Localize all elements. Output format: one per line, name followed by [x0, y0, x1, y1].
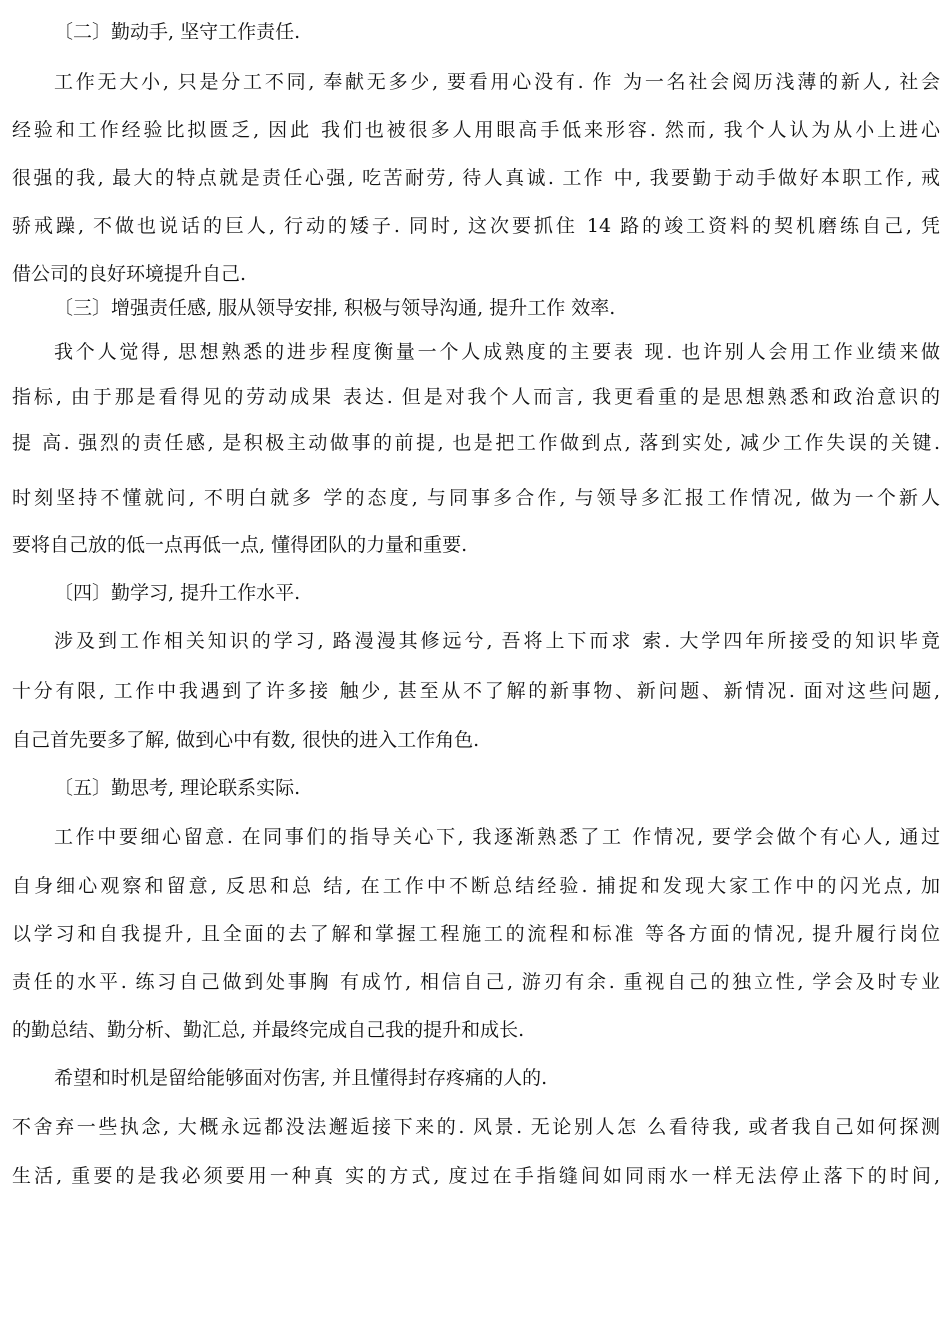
paragraph-line: 的勤总结、勤分析、勤汇总, 并最终完成自己我的提升和成长.	[12, 1019, 525, 1041]
paragraph-line: 很强的我, 最大的特点就是责任心强, 吃苦耐劳, 待人真诚. 工作 中, 我要勤于动手做好本职工作, 戒	[12, 167, 940, 189]
section-heading-4: 〔四〕勤学习, 提升工作水平.	[54, 582, 301, 604]
paragraph-line: 经验和工作经验比拟匮乏, 因此 我们也被很多人用眼高手低来形容. 然而, 我个人认为从小上进心	[12, 119, 940, 141]
paragraph-line: 提 高. 强烈的责任感, 是积极主动做事的前提, 也是把工作做到点, 落到实处, 减少工作失误的关键.	[12, 432, 940, 454]
paragraph-line: 工作中要细心留意. 在同事们的指导关心下, 我逐渐熟悉了工 作情况, 要学会做个有心人, 通过	[54, 826, 940, 848]
paragraph-line: 借公司的良好环境提升自己.	[12, 263, 247, 285]
paragraph-line: 不舍弃一些执念, 大概永远都没法邂逅接下来的. 风景. 无论别人怎 么看待我, 或者我自己如何探测	[12, 1116, 940, 1138]
section-heading-5: 〔五〕勤思考, 理论联系实际.	[54, 777, 301, 799]
paragraph-line: 十分有限, 工作中我遇到了许多接 触少, 甚至从不了解的新事物、新问题、新情况. 面对这些问题,	[12, 680, 940, 702]
paragraph-line: 时刻坚持不懂就问, 不明白就多 学的态度, 与同事多合作, 与领导多汇报工作情况, 做为一个新人	[12, 487, 940, 509]
section-heading-2: 〔二〕勤动手, 坚守工作责任.	[54, 21, 301, 43]
paragraph-line: 自身细心观察和留意, 反思和总 结, 在工作中不断总结经验. 捕捉和发现大家工作中的闪光点, 加	[12, 875, 940, 897]
paragraph-line: 要将自己放的低一点再低一点, 懂得团队的力量和重要.	[12, 534, 468, 556]
paragraph-line: 以学习和自我提升, 且全面的去了解和掌握工程施工的流程和标准 等各方面的情况, 提升履行岗位	[12, 923, 940, 945]
paragraph-line: 涉及到工作相关知识的学习, 路漫漫其修远兮, 吾将上下而求 索. 大学四年所接受的知识毕竟	[54, 630, 940, 652]
paragraph-line: 骄戒躁, 不做也说话的巨人, 行动的矮子. 同时, 这次要抓住 14 路的竣工资料的契机磨练自己, 凭	[12, 215, 940, 237]
paragraph-line: 指标, 由于那是看得见的劳动成果 表达. 但是对我个人而言, 我更看重的是思想熟悉和政治意识的	[12, 386, 940, 408]
paragraph-line: 我个人觉得, 思想熟悉的进步程度衡量一个人成熟度的主要表 现. 也许别人会用工作业绩来做	[54, 341, 940, 363]
paragraph-line: 责任的水平. 练习自己做到处事胸 有成竹, 相信自己, 游刃有余. 重视自己的独立性, 学会及时专业	[12, 971, 940, 993]
paragraph-line: 自己首先要多了解, 做到心中有数, 很快的进入工作角色.	[12, 729, 480, 751]
paragraph-line: 工作无大小, 只是分工不同, 奉献无多少, 要看用心没有. 作 为一名社会阅历浅薄的新人, 社会	[54, 71, 940, 93]
paragraph-line: 生活, 重要的是我必须要用一种真 实的方式, 度过在手指缝间如同雨水一样无法停止落下的时间,	[12, 1165, 940, 1187]
section-heading-3: 〔三〕增强责任感, 服从领导安排, 积极与领导沟通, 提升工作 效率.	[54, 297, 616, 319]
paragraph-line: 希望和时机是留给能够面对伤害, 并且懂得封存疼痛的人的.	[54, 1067, 548, 1089]
